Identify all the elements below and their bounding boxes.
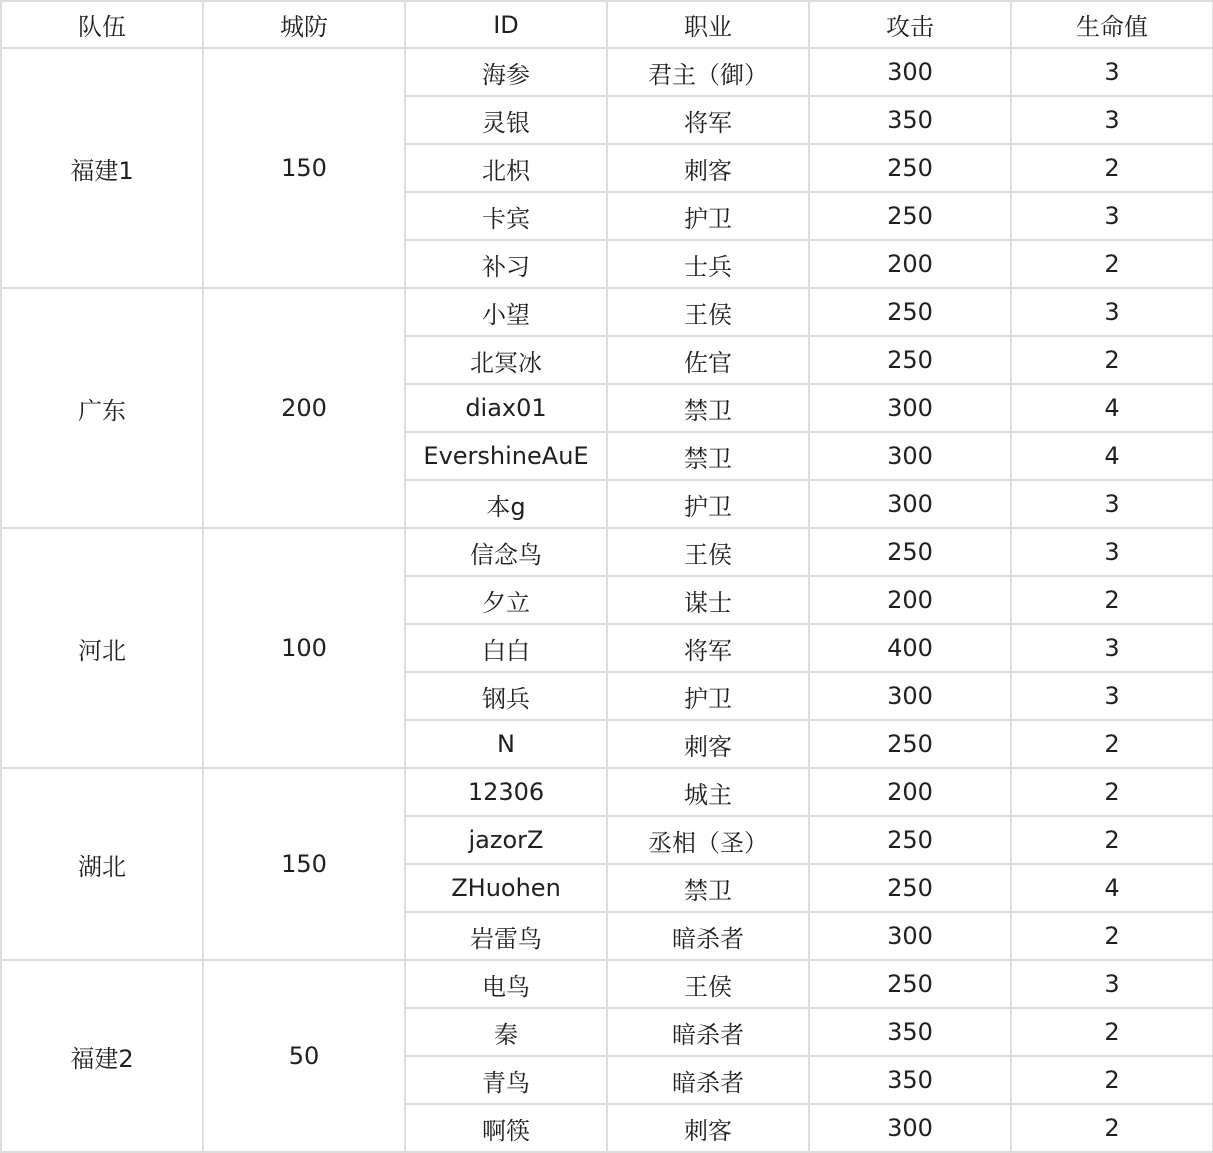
hp-cell: 3 [1011, 96, 1213, 144]
id-cell: 青鸟 [405, 1056, 607, 1104]
id-cell: diax01 [405, 384, 607, 432]
attack-cell: 200 [809, 240, 1011, 288]
header-id: ID [405, 1, 607, 48]
table-row [1, 528, 1213, 576]
role-cell: 刺客 [607, 1104, 809, 1152]
hp-cell: 2 [1011, 1056, 1213, 1104]
attack-cell: 400 [809, 624, 1011, 672]
id-cell: 白白 [405, 624, 607, 672]
id-cell: 夕立 [405, 576, 607, 624]
role-cell: 佐官 [607, 336, 809, 384]
header-row [1, 1, 1213, 48]
table-row [1, 768, 1213, 816]
hp-cell: 2 [1011, 816, 1213, 864]
role-cell: 城主 [607, 768, 809, 816]
attack-cell: 250 [809, 192, 1011, 240]
header-role: 职业 [607, 1, 809, 48]
team-cell: 福建2 [1, 960, 203, 1152]
id-cell: 补习 [405, 240, 607, 288]
defense-cell: 200 [203, 288, 405, 528]
attack-cell: 200 [809, 576, 1011, 624]
role-cell: 将军 [607, 624, 809, 672]
hp-cell: 4 [1011, 864, 1213, 912]
hp-cell: 2 [1011, 336, 1213, 384]
id-cell: EvershineAuE [405, 432, 607, 480]
team-cell: 广东 [1, 288, 203, 528]
team-cell: 河北 [1, 528, 203, 768]
attack-cell: 200 [809, 768, 1011, 816]
id-cell: 12306 [405, 768, 607, 816]
id-cell: 北枳 [405, 144, 607, 192]
role-cell: 禁卫 [607, 864, 809, 912]
attack-cell: 300 [809, 480, 1011, 528]
role-cell: 暗杀者 [607, 912, 809, 960]
id-cell: 秦 [405, 1008, 607, 1056]
header-team: 队伍 [1, 1, 203, 48]
id-cell: 北冥冰 [405, 336, 607, 384]
hp-cell: 3 [1011, 192, 1213, 240]
role-cell: 护卫 [607, 672, 809, 720]
hp-cell: 2 [1011, 240, 1213, 288]
role-cell: 谋士 [607, 576, 809, 624]
team-cell: 福建1 [1, 48, 203, 288]
hp-cell: 4 [1011, 384, 1213, 432]
attack-cell: 250 [809, 960, 1011, 1008]
header-hp: 生命值 [1011, 1, 1213, 48]
hp-cell: 2 [1011, 768, 1213, 816]
attack-cell: 300 [809, 1104, 1011, 1152]
hp-cell: 3 [1011, 960, 1213, 1008]
hp-cell: 3 [1011, 48, 1213, 96]
id-cell: 卡宾 [405, 192, 607, 240]
attack-cell: 300 [809, 912, 1011, 960]
hp-cell: 2 [1011, 720, 1213, 768]
attack-cell: 250 [809, 864, 1011, 912]
attack-cell: 250 [809, 144, 1011, 192]
hp-cell: 3 [1011, 624, 1213, 672]
id-cell: 本g [405, 480, 607, 528]
id-cell: 钢兵 [405, 672, 607, 720]
table-row [1, 288, 1213, 336]
role-cell: 王侯 [607, 960, 809, 1008]
hp-cell: 4 [1011, 432, 1213, 480]
role-cell: 暗杀者 [607, 1056, 809, 1104]
role-cell: 禁卫 [607, 384, 809, 432]
defense-cell: 100 [203, 528, 405, 768]
table-row [1, 48, 1213, 96]
id-cell: jazorZ [405, 816, 607, 864]
attack-cell: 350 [809, 96, 1011, 144]
role-cell: 丞相（圣） [607, 816, 809, 864]
role-cell: 刺客 [607, 144, 809, 192]
hp-cell: 3 [1011, 528, 1213, 576]
attack-cell: 250 [809, 816, 1011, 864]
hp-cell: 3 [1011, 672, 1213, 720]
header-defense: 城防 [203, 1, 405, 48]
attack-cell: 250 [809, 528, 1011, 576]
table-body [1, 48, 1213, 1152]
id-cell: 小望 [405, 288, 607, 336]
attack-cell: 350 [809, 1008, 1011, 1056]
table-row [1, 960, 1213, 1008]
role-cell: 禁卫 [607, 432, 809, 480]
hp-cell: 3 [1011, 288, 1213, 336]
defense-cell: 50 [203, 960, 405, 1152]
id-cell: ZHuohen [405, 864, 607, 912]
hp-cell: 2 [1011, 576, 1213, 624]
hp-cell: 2 [1011, 144, 1213, 192]
role-cell: 王侯 [607, 288, 809, 336]
attack-cell: 300 [809, 384, 1011, 432]
attack-cell: 250 [809, 720, 1011, 768]
team-cell: 湖北 [1, 768, 203, 960]
id-cell: 电鸟 [405, 960, 607, 1008]
attack-cell: 250 [809, 288, 1011, 336]
role-cell: 护卫 [607, 192, 809, 240]
id-cell: 岩雷鸟 [405, 912, 607, 960]
hp-cell: 2 [1011, 1008, 1213, 1056]
defense-cell: 150 [203, 768, 405, 960]
attack-cell: 300 [809, 48, 1011, 96]
attack-cell: 300 [809, 672, 1011, 720]
id-cell: 信念鸟 [405, 528, 607, 576]
attack-cell: 350 [809, 1056, 1011, 1104]
hp-cell: 3 [1011, 480, 1213, 528]
role-cell: 士兵 [607, 240, 809, 288]
role-cell: 刺客 [607, 720, 809, 768]
role-cell: 暗杀者 [607, 1008, 809, 1056]
hp-cell: 2 [1011, 912, 1213, 960]
id-cell: 啊筷 [405, 1104, 607, 1152]
id-cell: N [405, 720, 607, 768]
role-cell: 将军 [607, 96, 809, 144]
id-cell: 海参 [405, 48, 607, 96]
header-attack: 攻击 [809, 1, 1011, 48]
hp-cell: 2 [1011, 1104, 1213, 1152]
defense-cell: 150 [203, 48, 405, 288]
role-cell: 王侯 [607, 528, 809, 576]
attack-cell: 300 [809, 432, 1011, 480]
id-cell: 灵银 [405, 96, 607, 144]
attack-cell: 250 [809, 336, 1011, 384]
role-cell: 护卫 [607, 480, 809, 528]
role-cell: 君主（御） [607, 48, 809, 96]
